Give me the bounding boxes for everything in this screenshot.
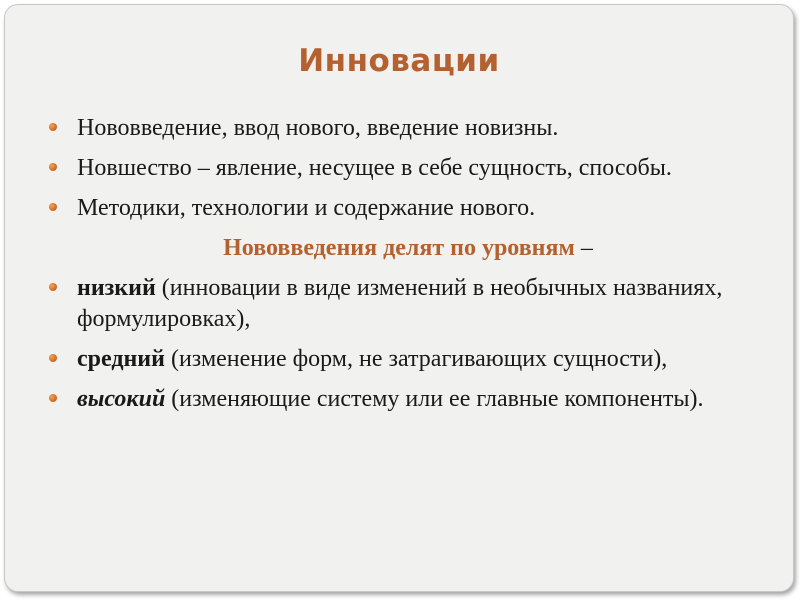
slide-content	[49, 113, 749, 424]
level-item-high	[49, 384, 749, 415]
levels-heading-accent: Нововведения делят по уровням	[223, 235, 575, 261]
level-keyword: средний	[77, 346, 165, 372]
slide	[4, 4, 794, 592]
level-description: (инновации в виде изменений в необычных названиях, формулировках),	[77, 275, 723, 332]
bullet-icon	[49, 203, 57, 211]
bullet-icon	[49, 354, 57, 362]
bullet-icon	[49, 283, 57, 291]
list-item-text: Нововведение, ввод нового, введение новизны.	[77, 115, 559, 141]
levels-heading	[49, 233, 749, 264]
list-item	[49, 153, 749, 184]
levels-heading-dash: –	[574, 235, 593, 261]
slide-title: Инновации	[298, 43, 500, 79]
list-item-text: Новшество – явление, несущее в себе сущность, способы.	[77, 155, 672, 181]
level-item-low	[49, 273, 749, 335]
level-description: (изменяющие систему или ее главные компоненты).	[165, 386, 704, 412]
list-item	[49, 113, 749, 144]
bullet-icon	[49, 123, 57, 131]
list-item-text: Методики, технологии и содержание нового.	[77, 195, 536, 221]
list-item	[49, 193, 749, 224]
level-description: (изменение форм, не затрагивающих сущности),	[164, 346, 668, 372]
level-item-medium	[49, 344, 749, 375]
bullet-icon	[49, 163, 57, 171]
bullet-icon	[49, 394, 57, 402]
level-keyword: низкий	[77, 275, 156, 301]
level-keyword: высокий	[77, 386, 166, 412]
